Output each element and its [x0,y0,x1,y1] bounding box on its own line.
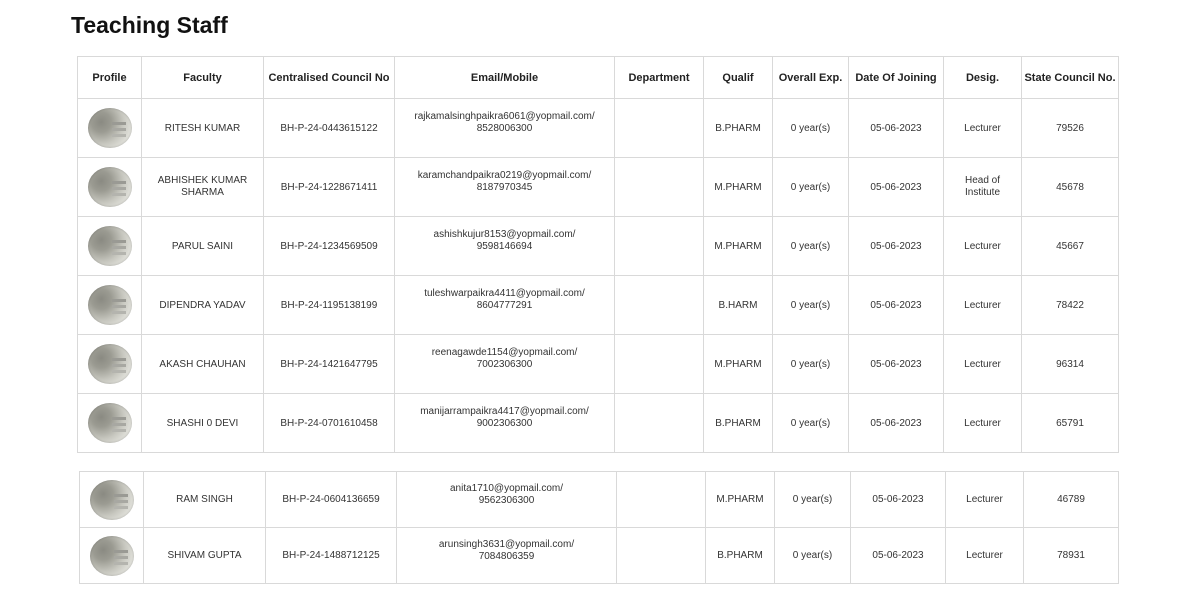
profile-cell [80,472,144,528]
email-text: tuleshwarpaikra4411@yopmail.com/ [424,288,585,299]
staff-table [77,56,1119,453]
table-row [78,217,1119,276]
department-cell [615,99,704,158]
avatar [88,226,132,266]
email-mobile-cell [395,158,615,217]
exp-cell: 0 year(s) [773,158,849,217]
doj-cell: 05-06-2023 [849,158,944,217]
mobile-text: 8604777291 [476,300,533,311]
header-email-mobile: Email/Mobile [395,57,615,99]
doj-cell: 05-06-2023 [849,217,944,276]
council-no-cell: BH-P-24-0701610458 [264,394,395,453]
qualif-cell: M.PHARM [704,335,773,394]
doj-cell: 05-06-2023 [851,528,946,584]
qualif-cell: M.PHARM [704,217,773,276]
staff-table-continued [79,471,1119,584]
qualif-cell: B.HARM [704,276,773,335]
desig-cell: Lecturer [944,99,1022,158]
faculty-cell: AKASH CHAUHAN [142,335,264,394]
mobile-text: 7084806359 [478,550,535,562]
state-no-cell: 96314 [1022,335,1119,394]
table-row [78,158,1119,217]
page-title: Teaching Staff [71,12,228,38]
profile-cell [78,158,142,217]
table-row [78,335,1119,394]
profile-cell [78,99,142,158]
doj-cell: 05-06-2023 [849,394,944,453]
header-department: Department [615,57,704,99]
table-row [78,276,1119,335]
profile-cell [80,528,144,584]
state-no-cell: 65791 [1022,394,1119,453]
council-no-cell: BH-P-24-1488712125 [266,528,397,584]
state-no-cell: 78931 [1024,528,1119,584]
mobile-text: 8187970345 [476,182,533,193]
exp-cell: 0 year(s) [775,528,851,584]
department-cell [617,528,706,584]
desig-cell: Lecturer [944,276,1022,335]
email-text: manijarrampaikra4417@yopmail.com/ [420,406,589,417]
header-desig: Desig. [944,57,1022,99]
mobile-text: 9562306300 [478,494,535,506]
exp-cell: 0 year(s) [773,276,849,335]
table-row [78,99,1119,158]
email-text: ashishkujur8153@yopmail.com/ [433,229,576,240]
mobile-text: 8528006300 [476,123,533,134]
email-mobile-cell [395,335,615,394]
table-row [78,394,1119,453]
header-qualif: Qualif [704,57,773,99]
desig-cell: Lecturer [944,335,1022,394]
email-text: anita1710@yopmail.com/ [450,482,563,494]
desig-cell: Lecturer [944,217,1022,276]
email-mobile-cell [395,276,615,335]
header-profile: Profile [78,57,142,99]
qualif-cell: M.PHARM [706,472,775,528]
state-no-cell: 45667 [1022,217,1119,276]
email-mobile-cell [395,394,615,453]
mobile-text: 7002306300 [476,359,533,370]
department-cell [615,217,704,276]
qualif-cell: M.PHARM [704,158,773,217]
faculty-cell: ABHISHEK KUMAR SHARMA [142,158,264,217]
qualif-cell: B.PHARM [704,394,773,453]
doj-cell: 05-06-2023 [849,335,944,394]
header-faculty: Faculty [142,57,264,99]
table-row [80,528,1119,584]
avatar [88,344,132,384]
state-no-cell: 78422 [1022,276,1119,335]
council-no-cell: BH-P-24-1195138199 [264,276,395,335]
exp-cell: 0 year(s) [773,335,849,394]
avatar [90,536,134,576]
faculty-cell: DIPENDRA YADAV [142,276,264,335]
header-council-no: Centralised Council No [264,57,395,99]
department-cell [617,472,706,528]
email-text: reenagawde1154@yopmail.com/ [431,347,578,358]
email-mobile-cell [397,472,617,528]
email-text: karamchandpaikra0219@yopmail.com/ [417,170,592,181]
doj-cell: 05-06-2023 [851,472,946,528]
exp-cell: 0 year(s) [775,472,851,528]
avatar [88,167,132,207]
email-text: arunsingh3631@yopmail.com/ [438,538,575,550]
doj-cell: 05-06-2023 [849,99,944,158]
email-mobile-cell [395,99,615,158]
exp-cell: 0 year(s) [773,394,849,453]
state-no-cell: 79526 [1022,99,1119,158]
header-state-council-no: State Council No. [1022,57,1119,99]
council-no-cell: BH-P-24-1228671411 [264,158,395,217]
qualif-cell: B.PHARM [706,528,775,584]
avatar [88,403,132,443]
faculty-cell: SHIVAM GUPTA [144,528,266,584]
doj-cell: 05-06-2023 [849,276,944,335]
mobile-text: 9002306300 [476,418,533,429]
exp-cell: 0 year(s) [773,99,849,158]
department-cell [615,158,704,217]
state-no-cell: 45678 [1022,158,1119,217]
desig-cell: Lecturer [946,472,1024,528]
profile-cell [78,335,142,394]
table-header-row [78,57,1119,99]
faculty-cell: RAM SINGH [144,472,266,528]
exp-cell: 0 year(s) [773,217,849,276]
profile-cell [78,276,142,335]
faculty-cell: RITESH KUMAR [142,99,264,158]
council-no-cell: BH-P-24-1234569509 [264,217,395,276]
mobile-text: 9598146694 [476,241,533,252]
avatar [90,480,134,520]
council-no-cell: BH-P-24-0604136659 [266,472,397,528]
desig-cell: Lecturer [944,394,1022,453]
faculty-cell: PARUL SAINI [142,217,264,276]
email-text: rajkamalsinghpaikra6061@yopmail.com/ [414,111,595,122]
faculty-cell: SHASHI 0 DEVI [142,394,264,453]
state-no-cell: 46789 [1024,472,1119,528]
department-cell [615,394,704,453]
qualif-cell: B.PHARM [704,99,773,158]
header-overall-exp: Overall Exp. [773,57,849,99]
email-mobile-cell [397,528,617,584]
header-date-of-joining: Date Of Joining [849,57,944,99]
department-cell [615,335,704,394]
profile-cell [78,394,142,453]
desig-cell: Lecturer [946,528,1024,584]
table-row [80,472,1119,528]
desig-cell: Head of Institute [944,158,1022,217]
profile-cell [78,217,142,276]
avatar [88,285,132,325]
avatar [88,108,132,148]
council-no-cell: BH-P-24-0443615122 [264,99,395,158]
department-cell [615,276,704,335]
email-mobile-cell [395,217,615,276]
council-no-cell: BH-P-24-1421647795 [264,335,395,394]
